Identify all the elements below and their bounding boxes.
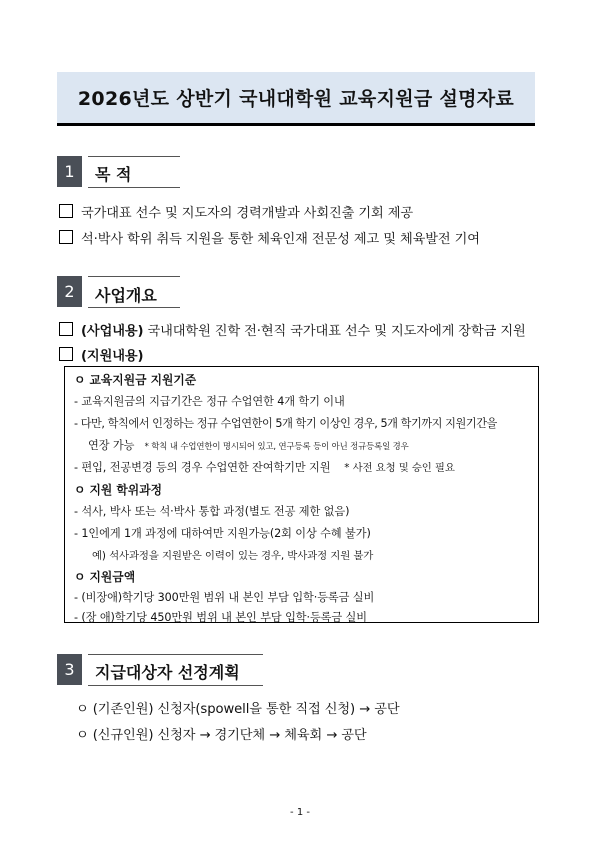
box-heading-criteria: ㅇ 교육지원금 지원기준 [74, 373, 197, 387]
section-3-title: 지급대상자 선정계획 [95, 663, 240, 682]
box-line: - 편입, 전공변경 등의 경우 수업연한 잔여학기만 지원 * 사전 요청 및 승인 필요 [74, 461, 455, 474]
section-3-top-rule [88, 654, 263, 655]
box-line: - (장 애)학기당 450만원 범위 내 본인 부담 입학·등록금 실비 [74, 611, 367, 624]
section-1-number: 1 [57, 156, 82, 187]
title-banner [57, 72, 535, 126]
page-title: 2026년도 상반기 국내대학원 교육지원금 설명자료 [77, 88, 515, 110]
section-1-title: 목 적 [95, 165, 132, 184]
section-2-title: 사업개요 [95, 286, 157, 305]
selection-item-1: ㅇ (기존인원) 신청자(spowell을 통한 직접 신청) → 공단 [76, 702, 400, 717]
section-3-bottom-rule [88, 685, 263, 686]
section-2-bottom-rule [88, 307, 180, 308]
checkbox-square-icon [59, 204, 73, 218]
selection-item-2: ㅇ (신규인원) 신청자 → 경기단체 → 체육회 → 공단 [76, 728, 367, 743]
checkbox-square-icon [59, 322, 73, 336]
section-2-number: 2 [57, 276, 82, 307]
box-line: 예) 석사과정을 지원받은 이력이 있는 경우, 박사과정 지원 불가 [92, 550, 374, 562]
section-2-top-rule [88, 276, 180, 277]
box-heading-amount: ㅇ 지원금액 [74, 570, 136, 584]
box-line: - 교육지원금의 지급기간은 정규 수업연한 4개 학기 이내 [74, 395, 345, 408]
box-line: - 1인에게 1개 과정에 대하여만 지원가능(2회 이상 수혜 불가) [74, 527, 371, 540]
purpose-item-2: 석·박사 학위 취득 지원을 통한 체육인재 전문성 제고 및 체육발전 기여 [59, 228, 480, 247]
box-line: 연장 가능 * 학칙 내 수업연한이 명시되어 있고, 연구등록 등이 아닌 정규등록일 경우 [88, 439, 409, 452]
box-line: - 다만, 학칙에서 인정하는 정규 수업연한이 5개 학기 이상인 경우, 5개 학기까지 지원기간을 [74, 417, 497, 430]
section-3-number: 3 [57, 654, 82, 685]
overview-support: (지원내용) [59, 345, 143, 364]
section-1-bottom-rule [88, 187, 180, 188]
box-heading-degree: ㅇ 지원 학위과정 [74, 483, 162, 497]
box-line: - (비장애)학기당 300만원 범위 내 본인 부담 입학·등록금 실비 [74, 591, 375, 604]
checkbox-square-icon [59, 230, 73, 244]
overview-content: (사업내용) 국내대학원 진학 전·현직 국가대표 선수 및 지도자에게 장학금 지원 [59, 320, 526, 339]
box-line: - 석사, 박사 또는 석·박사 통합 과정(별도 전공 제한 없음) [74, 505, 350, 518]
page-number: - 1 - [290, 807, 310, 818]
section-1-top-rule [88, 156, 180, 157]
purpose-item-1: 국가대표 선수 및 지도자의 경력개발과 사회진출 기회 제공 [59, 202, 413, 221]
checkbox-square-icon [59, 347, 73, 361]
